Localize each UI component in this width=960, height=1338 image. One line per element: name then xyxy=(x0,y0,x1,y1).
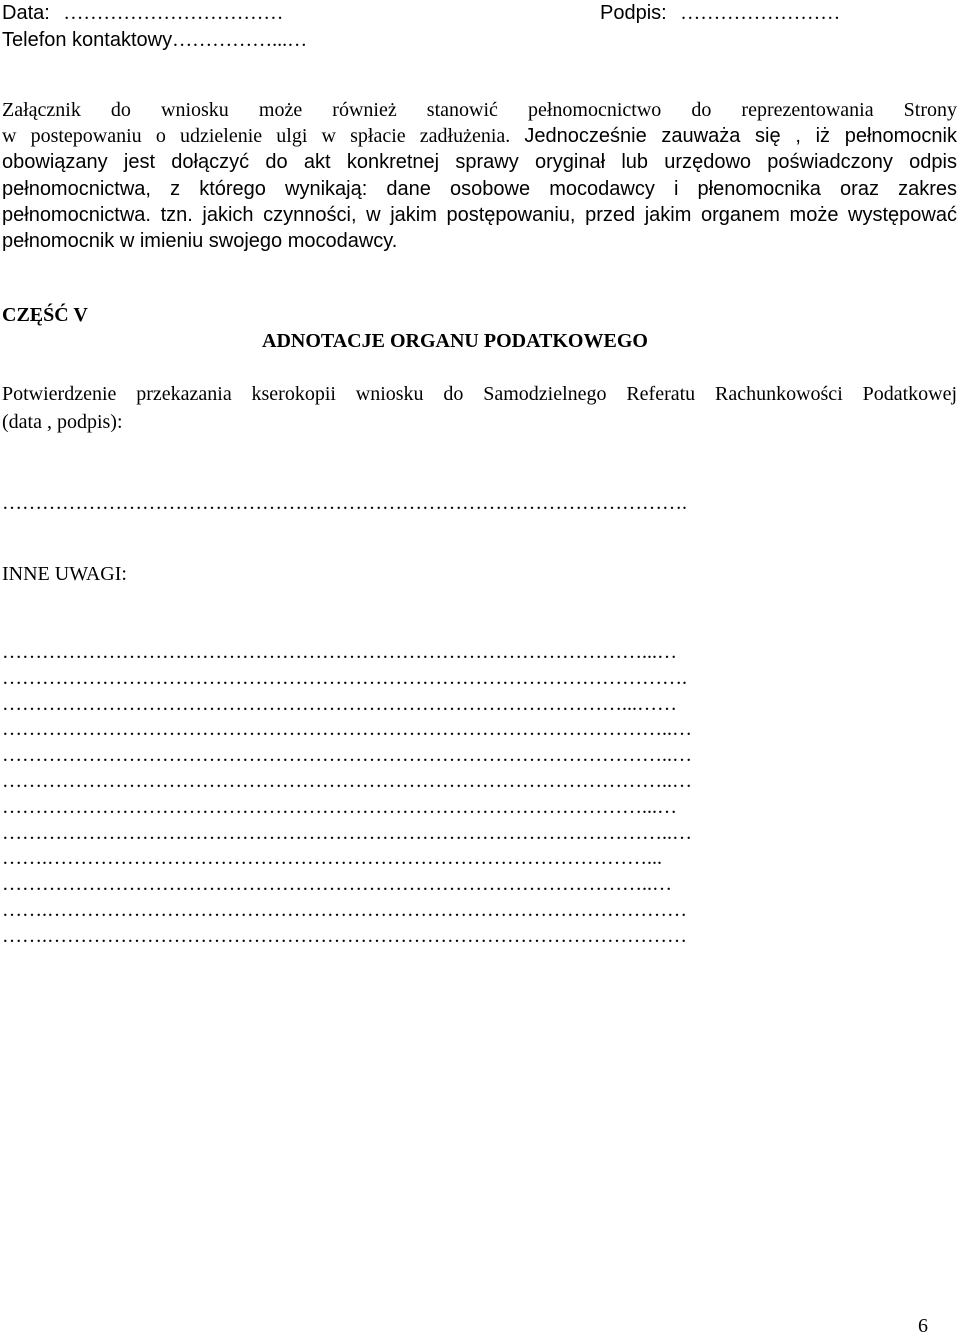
note-line-5: pełnomocnictwa. tzn. jakich czynności, w jakim postępowaniu, przed jakim organem może występować xyxy=(2,204,957,226)
notes-dotted-line: ……………………………………………………………………………………...… xyxy=(2,641,677,663)
signature-label: Podpis: xyxy=(600,2,667,24)
signature-dots: …………………… xyxy=(680,2,841,24)
phone-line xyxy=(2,28,307,52)
note-line-3: obowiązany jest dołączyć do akt konkretnej sprawy oryginał lub urzędowo poświadczony odpis xyxy=(2,151,957,173)
notes-dotted-line: …………………………………………………………………………………………. xyxy=(2,666,687,689)
notes-dotted-line: ……………………………………………………………………………………...… xyxy=(2,795,677,818)
other-notes-label: INNE UWAGI: xyxy=(2,563,127,585)
notes-dotted-line: …….………………………………………………………………………………... xyxy=(2,847,662,870)
confirmation-line-2: (data , podpis): xyxy=(2,411,123,433)
note-line-6: pełnomocnik w imieniu swojego mocodawcy. xyxy=(2,230,398,252)
notes-dotted-line: …………………………………………………………………………………...…… xyxy=(2,692,677,715)
confirmation-line-1: Potwierdzenie przekazania kserokopii wniosku do Samodzielnego Referatu Rachunkowości Podatkowej xyxy=(2,383,957,405)
notes-dotted-line: ………………………………………………………………………………………..… xyxy=(2,821,692,844)
phone-label: Telefon kontaktowy xyxy=(2,29,173,51)
note-line-4: pełnomocnictwa, z którego wynikają: dane osobowe mocodawcy i płenomocnika oraz zakres xyxy=(2,178,957,200)
date-label: Data: xyxy=(2,2,50,24)
notes-dotted-line: …….…………………………………………………………………………………… xyxy=(2,924,687,947)
date-dots: …………………………… xyxy=(63,2,284,24)
signature-line xyxy=(600,1,840,25)
notes-dotted-line: ………………………………………………………………………………………..… xyxy=(2,744,692,767)
date-line xyxy=(2,1,283,25)
note-line-2-serif: w postepowaniu o udzielenie ulgi w spłacie zadłużenia. xyxy=(2,125,511,147)
page-number: 6 xyxy=(918,1315,928,1337)
notes-dotted-line: …….…………………………………………………………………………………… xyxy=(2,899,687,921)
notes-dotted-line: ……………………………………………………………………………………..… xyxy=(2,873,672,896)
note-line-2 xyxy=(2,124,957,148)
part-label: CZĘŚĆ V xyxy=(2,304,88,326)
confirmation-dots: …………………………………………………………………………………………. xyxy=(2,492,687,514)
notes-dotted-line: ………………………………………………………………………………………..… xyxy=(2,718,692,741)
note-line-1: Załącznik do wniosku może również stanowić pełnomocnictwo do reprezentowania Strony xyxy=(2,99,957,121)
note-line-2-sans: Jednocześnie zauważa się , iż pełnomocnik xyxy=(524,125,957,147)
phone-dots: ……………...… xyxy=(172,29,308,51)
notes-dotted-line: ………………………………………………………………………………………..… xyxy=(2,770,692,792)
section-title: ADNOTACJE ORGANU PODATKOWEGO xyxy=(262,330,648,352)
